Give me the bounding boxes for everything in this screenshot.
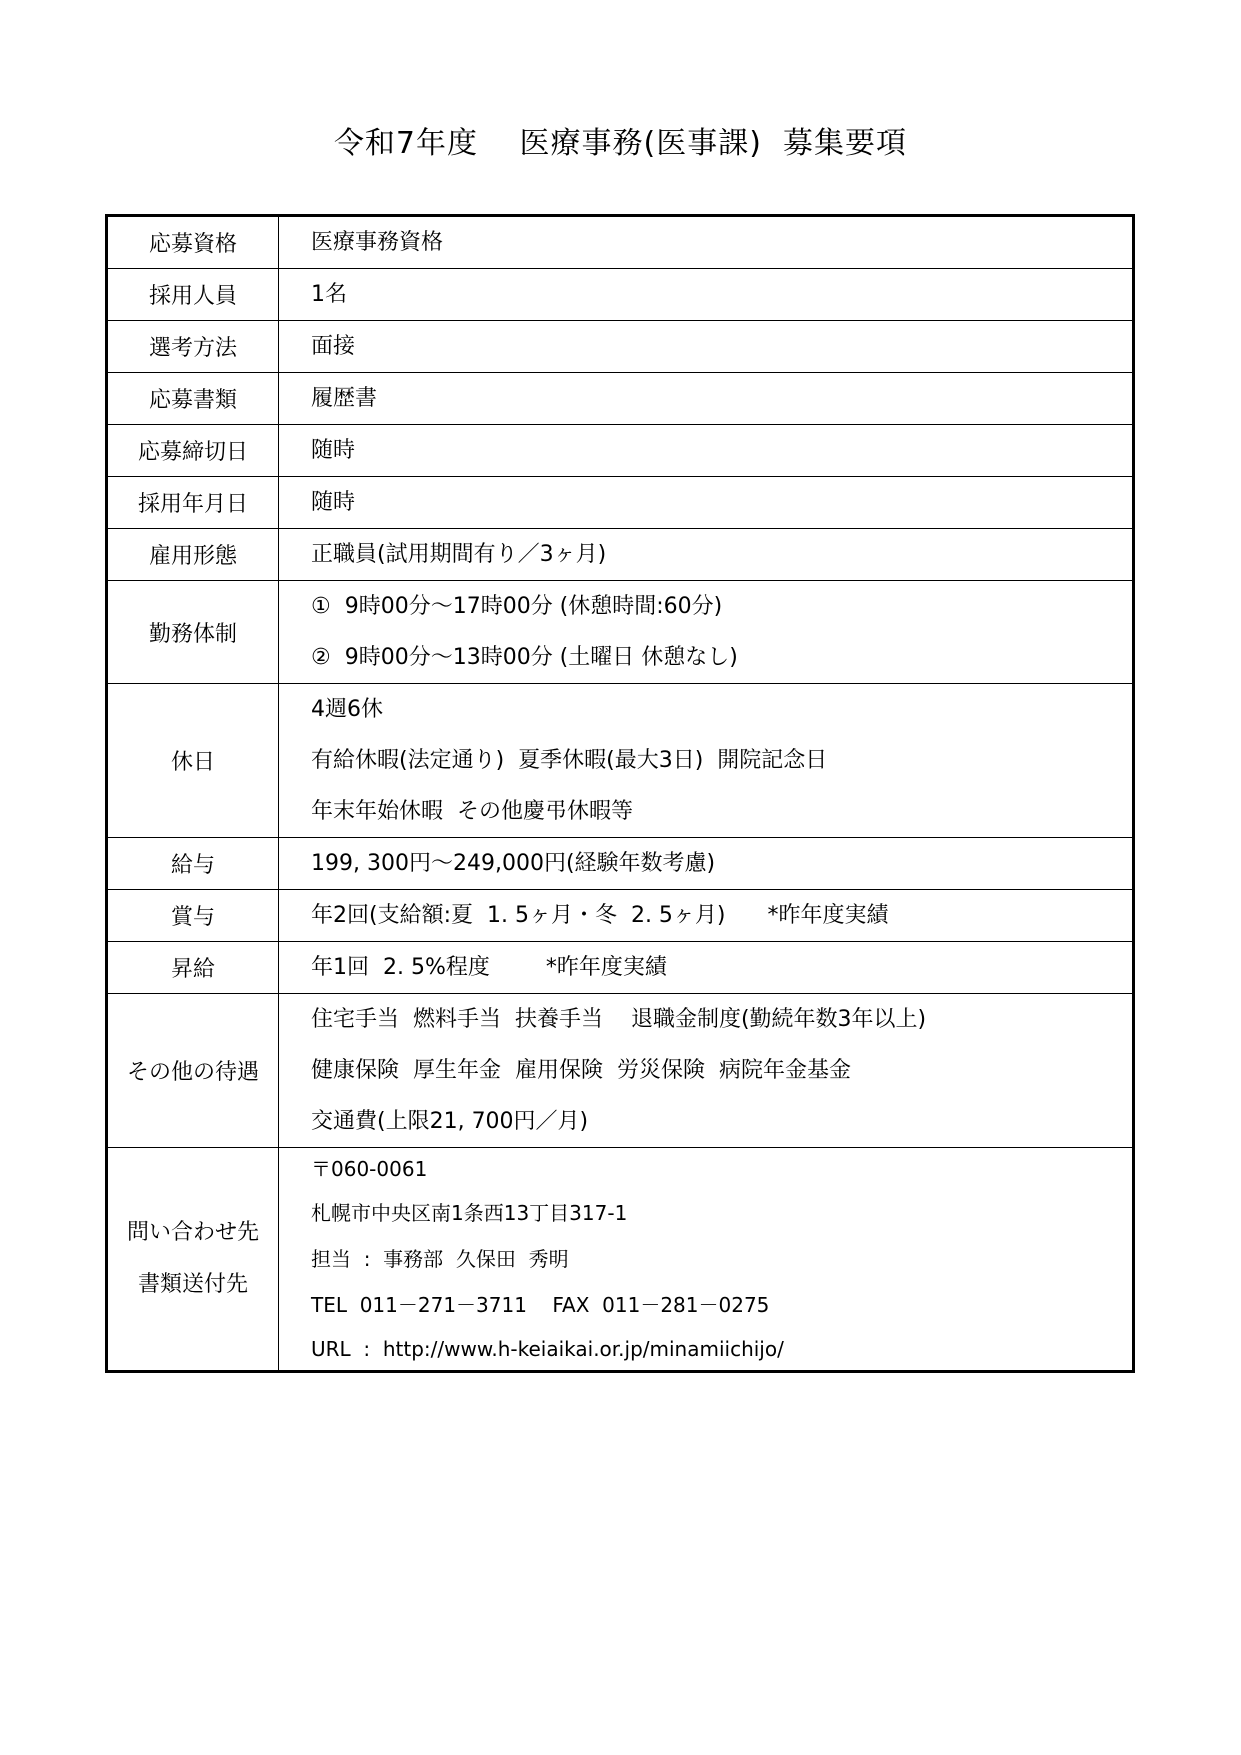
table-row-work-schedule (107, 581, 1134, 684)
contact-label-line: 書類送付先 (137, 1272, 248, 1297)
contact-person: 担当 : 事務部 久保田 秀明 (311, 1247, 569, 1271)
row-value (279, 1148, 1134, 1372)
row-label: 選考方法 (107, 321, 279, 373)
value-line: 199, 300円～249,000円(経験年数考慮) (311, 851, 716, 876)
value-line: 正職員(試用期間有り／3ヶ月) (311, 542, 607, 567)
row-value (279, 425, 1134, 477)
row-label: 採用人員 (107, 269, 279, 321)
row-label: 休日 (107, 684, 279, 838)
row-value (279, 942, 1134, 994)
row-value (279, 373, 1134, 425)
postal-code: 〒060-0061 (311, 1157, 428, 1181)
row-label: 雇用形態 (107, 529, 279, 581)
table-row-bonus (107, 890, 1134, 942)
row-value (279, 321, 1134, 373)
phone-fax: TEL 011－271－3711 FAX 011－281－0275 (311, 1293, 770, 1317)
value-line: 医療事務資格 (311, 230, 444, 255)
value-line: 随時 (311, 438, 356, 463)
table-row-start-date (107, 477, 1134, 529)
table-row-selection-method (107, 321, 1134, 373)
value-line: 年1回 2. 5%程度 *昨年度実績 (311, 955, 667, 980)
table-row-hiring-count (107, 269, 1134, 321)
value-line: 履歴書 (311, 386, 378, 411)
value-line: 健康保険 厚生年金 雇用保険 労災保険 病院年金基金 (311, 1058, 851, 1083)
row-value (279, 890, 1134, 942)
row-label: その他の待遇 (107, 994, 279, 1148)
website-url: URL : http://www.h-keiaikai.or.jp/minamiichijo/ (311, 1337, 784, 1361)
row-value (279, 838, 1134, 890)
row-value (279, 684, 1134, 838)
row-value (279, 529, 1134, 581)
row-value (279, 581, 1134, 684)
row-label: 昇給 (107, 942, 279, 994)
row-label: 応募締切日 (107, 425, 279, 477)
address: 札幌市中央区南1条西13丁目317-1 (311, 1201, 628, 1225)
row-label: 応募書類 (107, 373, 279, 425)
table-row-salary (107, 838, 1134, 890)
row-label: 賞与 (107, 890, 279, 942)
table-row-documents (107, 373, 1134, 425)
table-row-holidays (107, 684, 1134, 838)
row-value (279, 994, 1134, 1148)
table-row-deadline (107, 425, 1134, 477)
value-line: 随時 (311, 490, 356, 515)
value-line: 面接 (311, 334, 356, 359)
table-row-raise (107, 942, 1134, 994)
contact-label-line: 問い合わせ先 (126, 1220, 259, 1245)
row-value (279, 269, 1134, 321)
table-row-employment-type (107, 529, 1134, 581)
value-line: 交通費(上限21, 700円／月) (311, 1109, 589, 1134)
value-line: 1名 (311, 282, 347, 307)
row-label: 勤務体制 (107, 581, 279, 684)
row-label: 応募資格 (107, 216, 279, 269)
value-line: 有給休暇(法定通り) 夏季休暇(最大3日) 開院記念日 (311, 748, 828, 773)
row-label: 採用年月日 (107, 477, 279, 529)
value-line: 年2回(支給額:夏 1. 5ヶ月・冬 2. 5ヶ月) *昨年度実績 (311, 903, 889, 928)
value-line: ② 9時00分～13時00分 (土曜日 休憩なし) (311, 645, 738, 670)
value-line: 住宅手当 燃料手当 扶養手当 退職金制度(勤続年数3年以上) (311, 1007, 927, 1032)
page-title: 令和7年度 医療事務(医事課) 募集要項 (333, 126, 908, 161)
row-label: 給与 (107, 838, 279, 890)
table-row-other-benefits (107, 994, 1134, 1148)
table-row-contact (107, 1148, 1134, 1372)
row-value (279, 216, 1134, 269)
row-value (279, 477, 1134, 529)
value-line: ① 9時00分～17時00分 (休憩時間:60分) (311, 594, 723, 619)
table-row-qualification (107, 216, 1134, 269)
row-label (107, 1148, 279, 1372)
value-line: 4週6休 (311, 697, 383, 722)
requirements-table (105, 214, 1135, 1373)
value-line: 年末年始休暇 その他慶弔休暇等 (311, 799, 633, 824)
